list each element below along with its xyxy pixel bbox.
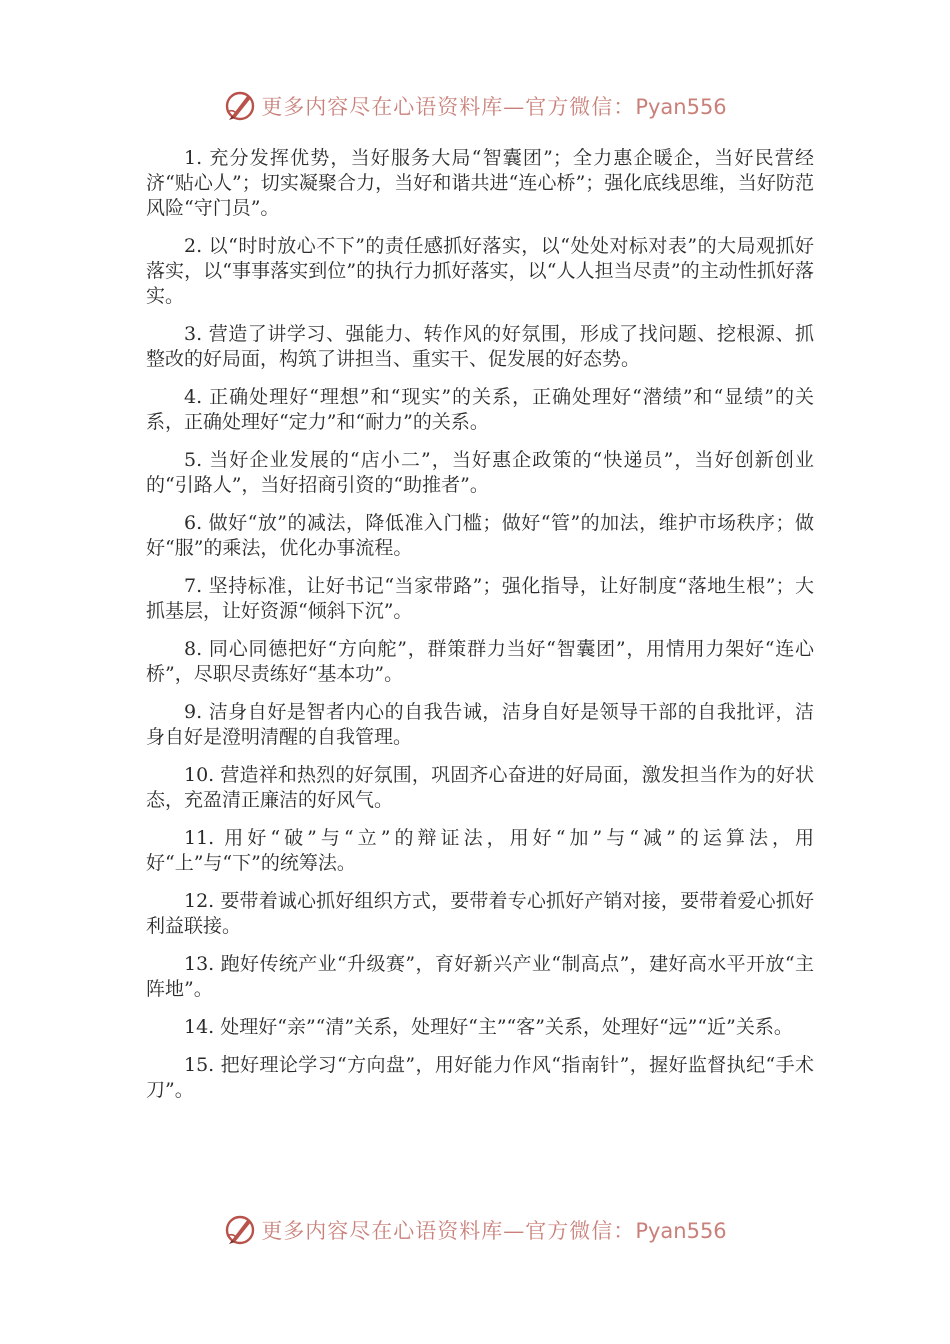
paragraph-13: 13. 跑好传统产业“升级赛”，育好新兴产业“制高点”，建好高水平开放“主阵地”。 [146, 953, 814, 1000]
paragraph-1: 1. 充分发挥优势，当好服务大局“智囊团”；全力惠企暖企，当好民营经济“贴心人”；切实凝聚合力，当好和谐共进“连心桥”；强化底线思维，当好防范风险“守门员”。 [146, 147, 814, 219]
paragraph-5: 5. 当好企业发展的“店小二”，当好惠企政策的“快递员”，当好创新创业的“引路人”，当好招商引资的“助推者”。 [146, 449, 814, 496]
paragraph-7: 7. 坚持标准，让好书记“当家带路”；强化指导，让好制度“落地生根”；大抓基层，让好资源“倾斜下沉”。 [146, 575, 814, 622]
banner-handle: Pyan556 [635, 95, 727, 119]
paragraph-15: 15. 把好理论学习“方向盘”，用好能力作风“指南针”，握好监督执纪“手术刀”。 [146, 1054, 814, 1101]
banner-text: 更多内容尽在心语资料库—官方微信：Pyan556 [261, 1219, 727, 1243]
pen-logo-icon [223, 89, 257, 123]
paragraph-8: 8. 同心同德把好“方向舵”，群策群力当好“智囊团”，用情用力架好“连心桥”，尽职尽责练好“基本功”。 [146, 638, 814, 685]
banner-handle: Pyan556 [635, 1219, 727, 1243]
header-banner [0, 86, 950, 126]
document-body [146, 146, 814, 1116]
paragraph-6: 6. 做好“放”的减法，降低准入门槛；做好“管”的加法，维护市场秩序；做好“服”的乘法，优化办事流程。 [146, 512, 814, 559]
paragraph-3: 3. 营造了讲学习、强能力、转作风的好氛围，形成了找问题、挖根源、抓整改的好局面，构筑了讲担当、重实干、促发展的好态势。 [146, 323, 814, 370]
paragraph-4: 4. 正确处理好“理想”和“现实”的关系，正确处理好“潜绩”和“显绩”的关系，正确处理好“定力”和“耐力”的关系。 [146, 386, 814, 433]
paragraph-14: 14. 处理好“亲”“清”关系，处理好“主”“客”关系，处理好“远”“近”关系。 [184, 1016, 793, 1038]
paragraph-12: 12. 要带着诚心抓好组织方式，要带着专心抓好产销对接，要带着爱心抓好利益联接。 [146, 890, 814, 937]
paragraph-11: 11. 用好“破”与“立”的辩证法，用好“加”与“减”的运算法，用好“上”与“下”的统筹法。 [146, 827, 814, 874]
paragraph-9: 9. 洁身自好是智者内心的自我告诫，洁身自好是领导干部的自我批评，洁身自好是澄明清醒的自我管理。 [146, 701, 814, 748]
paragraph-10: 10. 营造祥和热烈的好氛围，巩固齐心奋进的好局面，激发担当作为的好状态，充盈清正廉洁的好风气。 [146, 764, 814, 811]
paragraph-2: 2. 以“时时放心不下”的责任感抓好落实，以“处处对标对表”的大局观抓好落实，以“事事落实到位”的执行力抓好落实，以“人人担当尽责”的主动性抓好落实。 [146, 235, 814, 307]
pen-logo-icon [223, 1213, 257, 1247]
banner-text: 更多内容尽在心语资料库—官方微信：Pyan556 [261, 95, 727, 119]
footer-banner [0, 1210, 950, 1250]
